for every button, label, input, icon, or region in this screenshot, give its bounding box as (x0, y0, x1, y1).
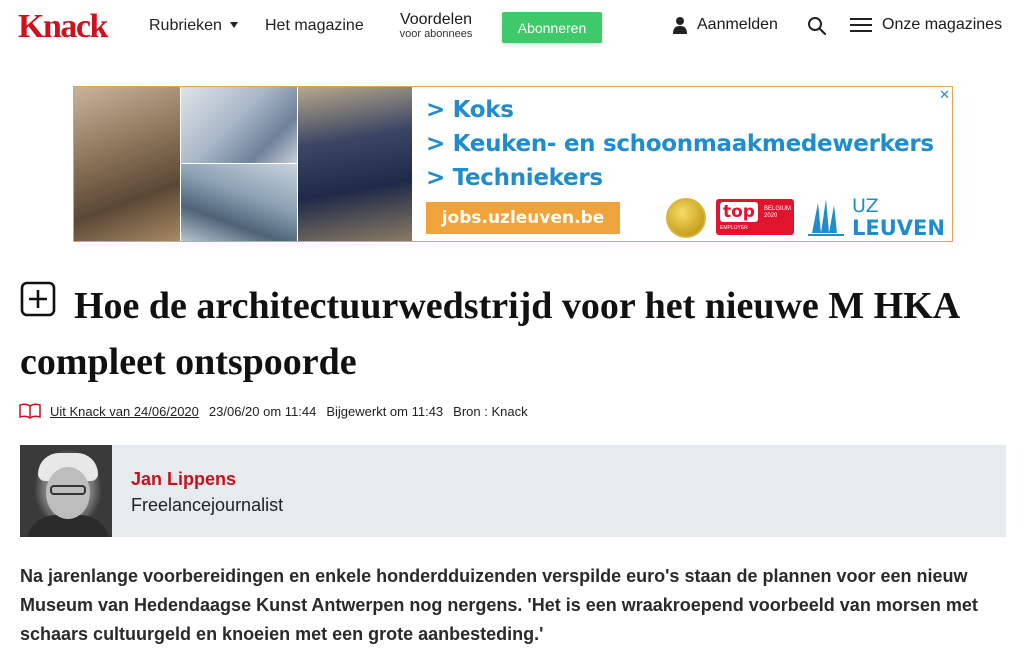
user-icon (672, 16, 688, 34)
ad-photo-cleaning-staff (181, 164, 297, 241)
issue-link[interactable]: Uit Knack van 24/06/2020 (50, 403, 199, 419)
ad-line-keuken: > Keuken- en schoonmaakmedewerkers (426, 131, 934, 157)
author-box (20, 445, 1006, 537)
author-name[interactable]: Jan Lippens (131, 469, 237, 489)
search-icon (807, 16, 827, 36)
ad-photo-technician (298, 87, 412, 241)
magazines-label: Onze magazines (882, 16, 1003, 33)
uz-leuven-emblem-icon (808, 197, 844, 237)
ad-photo-chef (74, 87, 180, 241)
ad-line-techniekers: > Techniekers (426, 165, 603, 191)
subscribe-button[interactable]: Abonneren (502, 12, 602, 43)
ad-close-icon[interactable]: ✕ (939, 87, 950, 102)
nav-rubrieken-label: Rubrieken (149, 17, 222, 34)
magazines-menu[interactable] (850, 16, 1002, 34)
uz-leuven-logo: UZ LEUVEN (852, 195, 945, 240)
ad-url-button[interactable]: jobs.uzleuven.be (426, 202, 620, 234)
publish-date: 23/06/20 om 11:44 (208, 403, 317, 419)
source-label: Bron : Knack (453, 403, 528, 419)
ad-photo-cleaners (181, 87, 297, 163)
article-title: Hoe de architectuurwedstrijd voor het nieuwe M HKA compleet ontspoorde (20, 285, 959, 383)
knack-logo[interactable]: Knack (18, 8, 107, 45)
login-link[interactable] (672, 16, 778, 34)
award-medal-icon (666, 198, 706, 238)
top-employer-badge: top BELGIUM 2020 EMPLOYER (716, 199, 794, 235)
login-label: Aanmelden (697, 16, 778, 33)
nav-voordelen[interactable] (394, 11, 478, 41)
nav-voordelen-label: Voordelen (399, 11, 473, 28)
updated-time: Bijgewerkt om 11:43 (326, 403, 444, 419)
ad-photo-collage (74, 87, 412, 241)
ad-banner[interactable] (73, 86, 953, 242)
ad-line-koks: > Koks (426, 97, 514, 123)
article-intro: Na jarenlange voorbereidingen en enkele honderdduizenden verspilde euro's staan de plannen voor een nieuw Museum van Hedendaagse Kunst Antwerpen nog nergens. 'Het is een wraakroepend voorbeeld van morsen met schaars cultuurgeld en knoeien met een grote aanbesteding.' (20, 566, 978, 644)
site-header (0, 0, 1024, 56)
search-button[interactable] (807, 16, 827, 41)
book-icon (19, 403, 41, 419)
nav-rubrieken[interactable] (149, 17, 238, 35)
article-meta (19, 403, 528, 419)
nav-voordelen-sublabel: voor abonnees (399, 28, 473, 40)
caret-down-icon (230, 22, 238, 28)
author-avatar[interactable] (20, 445, 112, 537)
author-role: Freelancejournalist (131, 495, 284, 515)
hamburger-icon (850, 17, 872, 33)
nav-het-magazine[interactable]: Het magazine (265, 17, 364, 34)
